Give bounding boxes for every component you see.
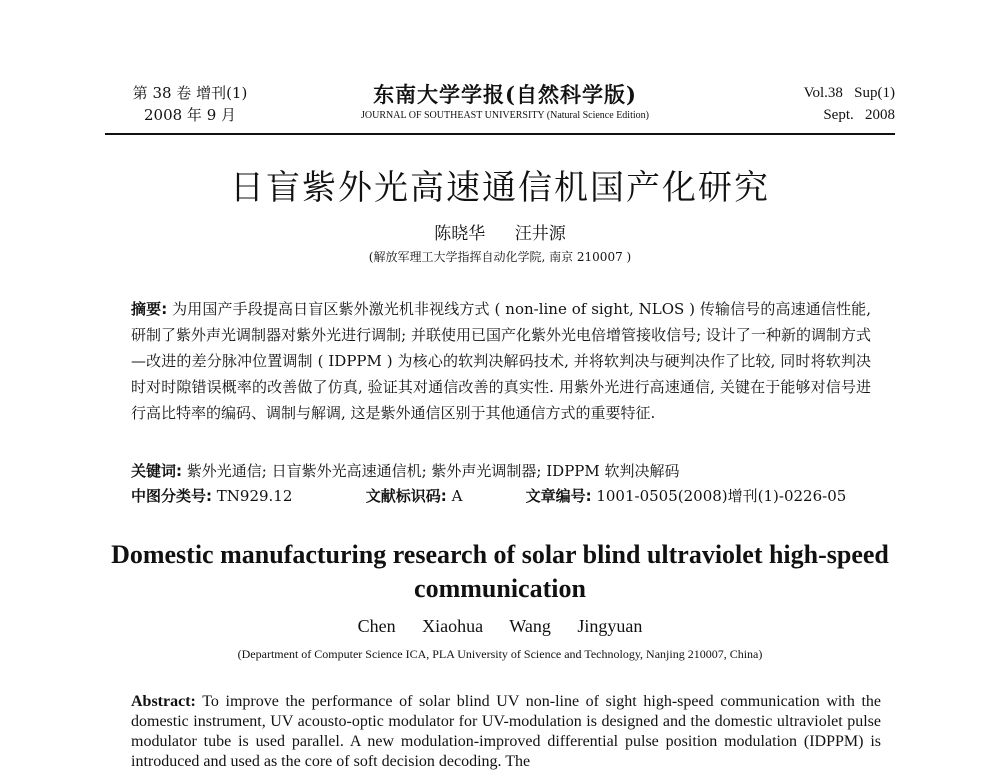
document-code [366,484,521,508]
publication-date: 2008 年 9 月 [143,106,237,124]
abstract-label-cn: 摘要: [131,300,168,318]
journal-name [295,82,715,124]
volume-issue: 第 38 卷 增刊(1) [132,84,248,102]
journal-name-en: JOURNAL OF SOUTHEAST UNIVERSITY (Natural Science Edition) [361,110,649,121]
doc-code-value: A [451,487,463,505]
abstract-en [131,692,881,772]
clc-number [131,484,361,508]
clc-label: 中图分类号: [131,487,212,505]
volume-issue-en: Vol.38 Sup(1) [803,85,895,101]
article-no-label: 文章编号: [525,487,592,505]
abstract-cn [131,296,871,426]
abstract-label-en: Abstract: [131,693,196,710]
paper-title-en: Domestic manufacturing research of solar blind ultraviolet high-speed communication [111,540,889,603]
authors-cn: 陈晓华 汪井源 [434,224,566,244]
publication-date-en: Sept. 2008 [823,107,895,123]
authors-en: Chen Xiaohua Wang Jingyuan [357,616,643,636]
paper-title-cn: 日盲紫外光高速通信机国产化研究 [230,168,770,208]
volume-info-en [745,82,895,126]
running-header [105,82,895,132]
keywords-cn [131,459,871,483]
abstract-text-en: To improve the performance of solar blind UV non-line of sight high-speed communication with the domestic instrument, UV acousto-optic modulator for UV-modulation is designed and the domestic ultraviolet pulse modulator tube is used parallel. A new modulation-improved differential pulse position modulation (IDPPM) is introduced and used as the core of soft decision decoding. The [131,693,881,770]
article-no-value: 1001-0505(2008)增刊(1)-0226-05 [596,487,847,505]
classification-line [131,484,871,508]
clc-value: TN929.12 [216,487,293,505]
affiliation-cn: (解放军理工大学指挥自动化学院, 南京 210007 ) [368,250,632,264]
header-rule [105,133,895,135]
doc-code-label: 文献标识码: [365,487,447,505]
affiliation-en: (Department of Computer Science ICA, PLA University of Science and Technology, Nanjing 210007, China) [237,647,763,661]
keywords-text-cn: 紫外光通信; 日盲紫外光高速通信机; 紫外声光调制器; IDPPM 软判决解码 [186,462,680,480]
keywords-label-cn: 关键词: [131,462,182,480]
article-number [526,484,847,508]
journal-name-cn: 东南大学学报(自然科学版) [373,82,637,107]
abstract-text-cn: 为用国产手段提高日盲区紫外激光机非视线方式 ( non-line of sight, NLOS ) 传输信号的高速通信性能, 研制了紫外声光调制器对紫外光进行调制; 并联使用已国产化紫外光电倍增管接收信号; 设计了一种新的调制方式—改进的差分脉冲位置调制 ( IDPPM ) 为核心的软判决解码技术, 并将软判决与硬判决作了比较, 同时将软判决时对时隙错误概率的改善做了仿真, 验证其对通信改善的真实性. 用紫外光进行高速通信, 关键在于能够对信号进行高比特率的编码、调制与解调, 这是紫外通信区别于其他通信方式的重要特征. [131,300,871,422]
volume-info [105,82,275,126]
